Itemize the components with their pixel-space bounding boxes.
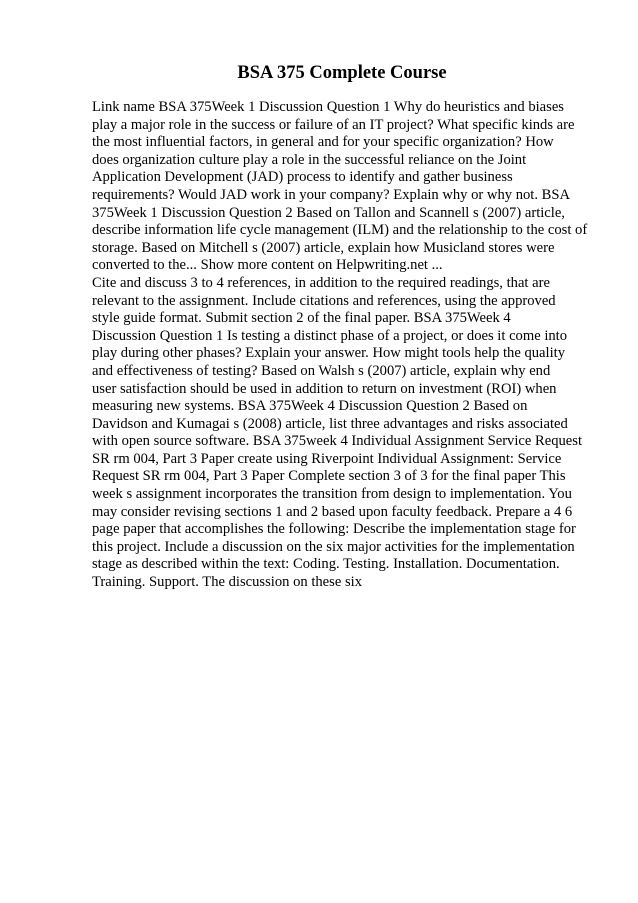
- text-line: the most influential factors, in general and for your specific organization? How: [92, 134, 554, 151]
- text-line: play a major role in the success or failure of an IT project? What specific kinds are: [92, 116, 575, 133]
- text-line: Application Development (JAD) process to identify and gather business: [92, 169, 513, 186]
- text-line: Request SR rm 004, Part 3 Paper Complete section 3 of 3 for the final paper This: [92, 468, 566, 485]
- text-line: converted to the... Show more content on Helpwriting.net ...: [92, 257, 443, 274]
- text-line: 375Week 1 Discussion Question 2 Based on Tallon and Scannell s (2007) article,: [92, 204, 565, 221]
- text-line: page paper that accomplishes the following: Describe the implementation stage for: [92, 521, 576, 538]
- text-line: Training. Support. The discussion on these six: [92, 574, 362, 591]
- text-line: describe information life cycle management (ILM) and the relationship to the cost of: [92, 222, 588, 239]
- text-line: storage. Based on Mitchell s (2007) article, explain how Musicland stores were: [92, 239, 555, 256]
- text-line: stage as described within the text: Coding. Testing. Installation. Documentation.: [92, 556, 560, 573]
- text-line: Link name BSA 375Week 1 Discussion Question 1 Why do heuristics and biases: [92, 99, 564, 115]
- document-title: BSA 375 Complete Course: [237, 63, 447, 83]
- text-line: may consider revising sections 1 and 2 based upon faculty feedback. Prepare a 4 6: [92, 503, 573, 520]
- text-line: with open source software. BSA 375week 4 Individual Assignment Service Request: [92, 433, 583, 450]
- text-line: requirements? Would JAD work in your company? Explain why or why not. BSA: [92, 186, 571, 203]
- text-line: relevant to the assignment. Include citations and references, using the approved: [92, 292, 556, 309]
- document-body: [92, 99, 602, 592]
- text-line: measuring new systems. BSA 375Week 4 Discussion Question 2 Based on: [92, 398, 528, 415]
- text-line: style guide format. Submit section 2 of the final paper. BSA 375Week 4: [92, 310, 511, 327]
- text-line: play during other phases? Explain your answer. How might tools help the quality: [92, 345, 565, 362]
- text-line: Cite and discuss 3 to 4 references, in addition to the required readings, that are: [92, 274, 550, 291]
- text-line: week s assignment incorporates the transition from design to implementation. You: [92, 486, 572, 503]
- text-line: Discussion Question 1 Is testing a distinct phase of a project, or does it come into: [92, 327, 568, 344]
- text-line: and effectiveness of testing? Based on Walsh s (2007) article, explain why end: [92, 362, 551, 379]
- text-line: Davidson and Kumagai s (2008) article, list three advantages and risks associated: [92, 415, 568, 432]
- text-line: does organization culture play a role in the successful reliance on the Joint: [92, 151, 527, 168]
- text-line: user satisfaction should be used in addition to return on investment (ROI) when: [92, 380, 557, 397]
- text-line: SR rm 004, Part 3 Paper create using Riverpoint Individual Assignment: Service: [92, 450, 562, 467]
- text-line: this project. Include a discussion on the six major activities for the implementation: [92, 538, 575, 555]
